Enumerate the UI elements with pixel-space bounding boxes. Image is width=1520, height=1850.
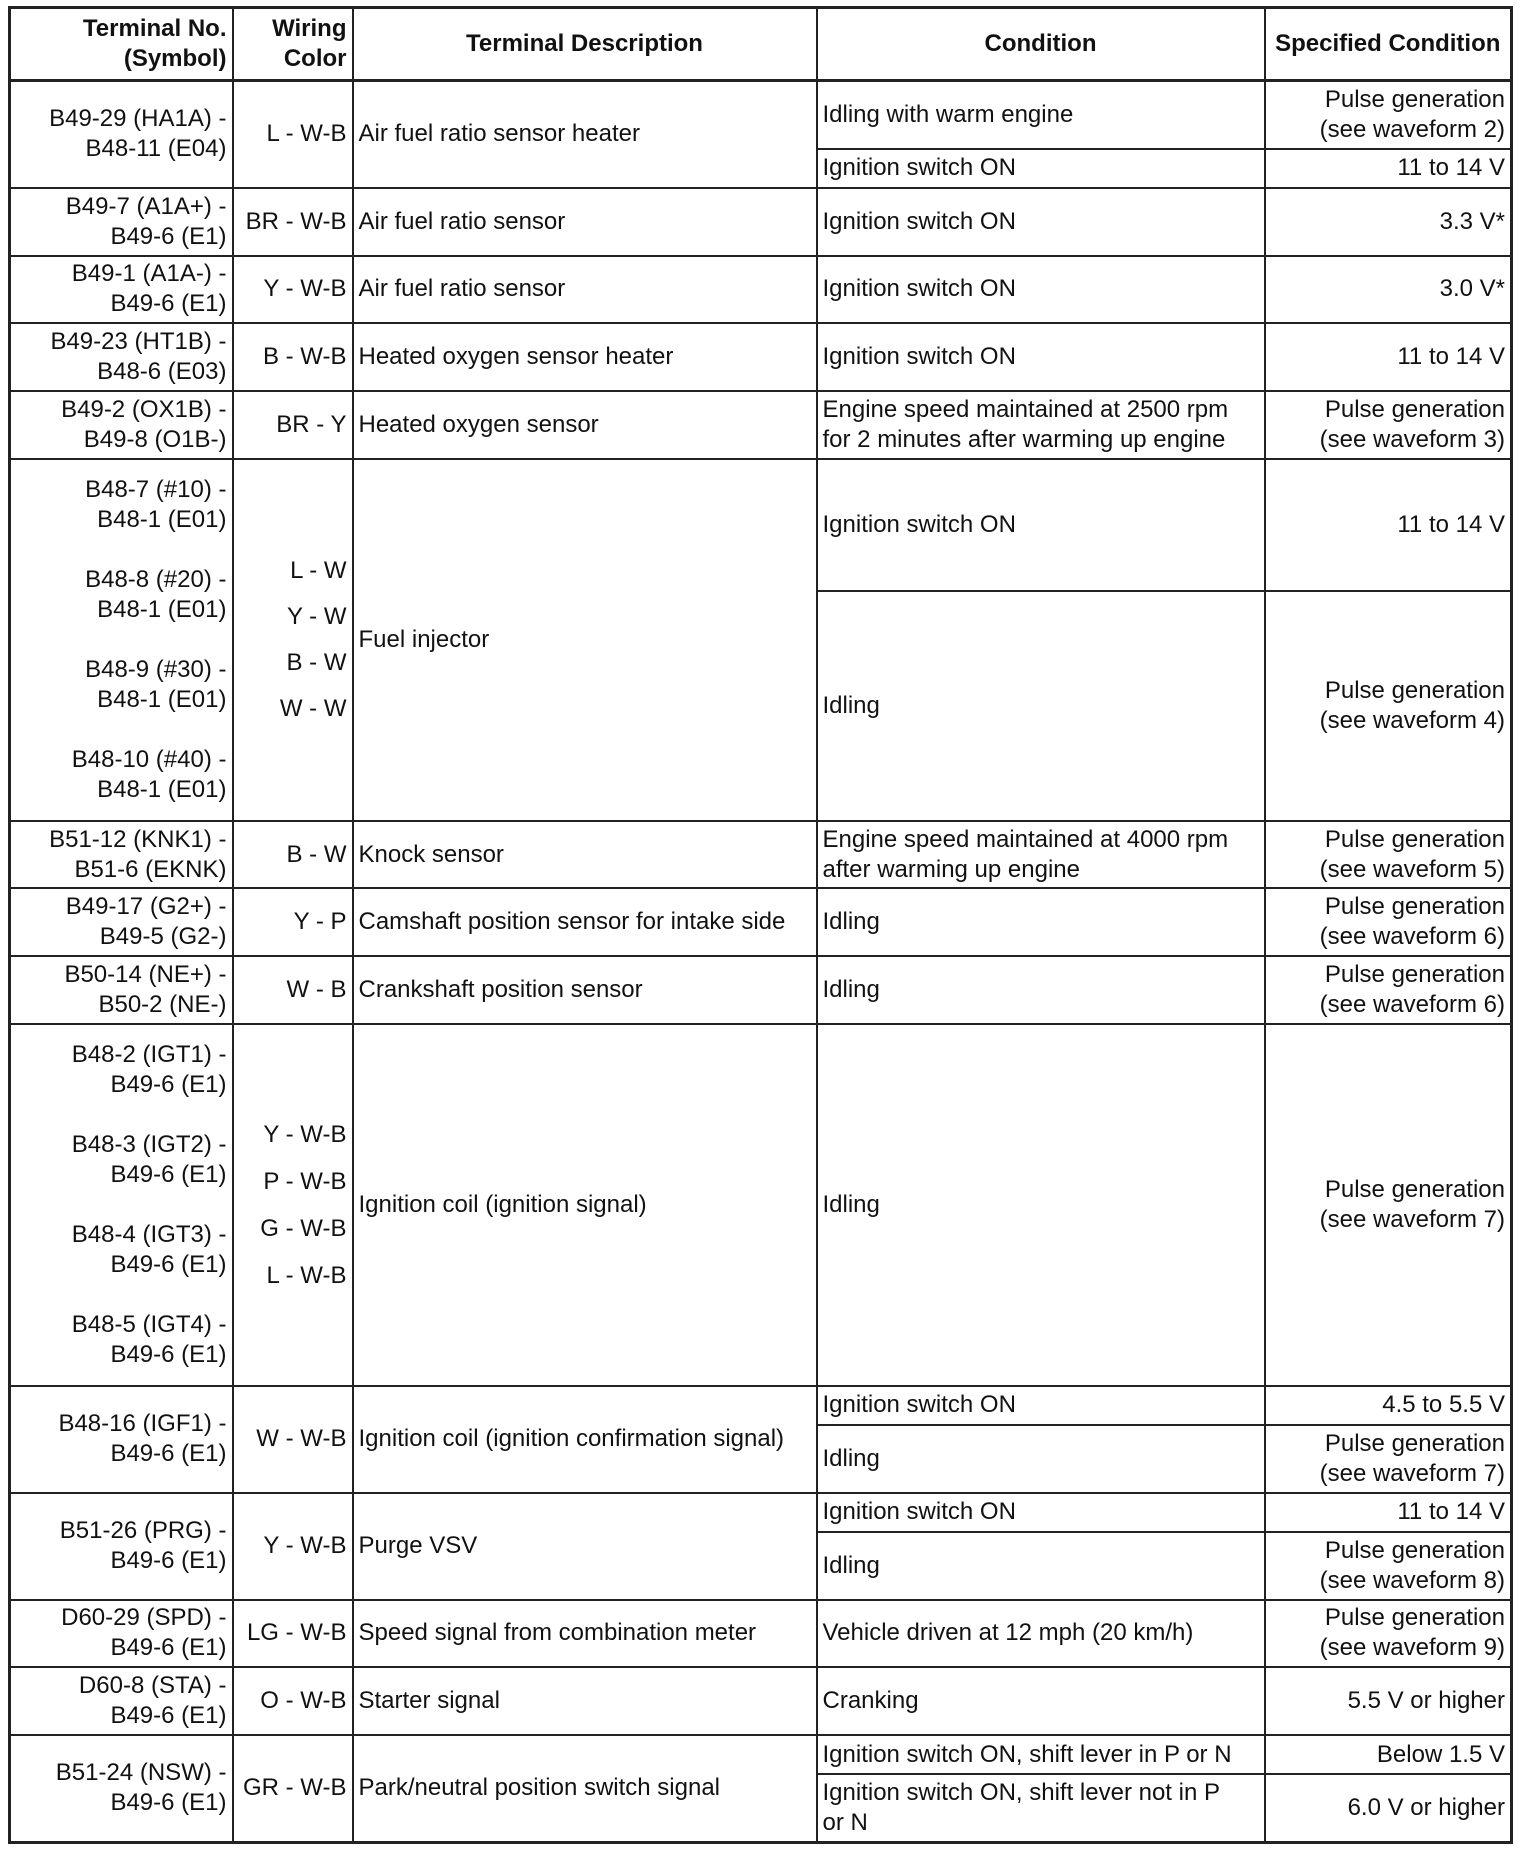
wiring-color-cell: Y - W-B — [233, 256, 353, 324]
wiring-color-cell: L - W Y - W B - W W - W — [233, 459, 353, 821]
wiring-color-cell: BR - Y — [233, 391, 353, 459]
table-row — [10, 459, 1512, 592]
header-wiring: Wiring Color — [233, 8, 353, 81]
description-cell: Knock sensor — [353, 821, 817, 889]
condition-cell: Ignition switch ON — [817, 1386, 1265, 1425]
specified-condition-cell: Pulse generation (see waveform 7) — [1265, 1425, 1512, 1493]
table-row — [10, 821, 1512, 889]
condition-cell: Idling — [817, 956, 1265, 1024]
table-row — [10, 956, 1512, 1024]
condition-cell: Vehicle driven at 12 mph (20 km/h) — [817, 1600, 1265, 1668]
description-cell: Ignition coil (ignition confirmation signal) — [353, 1386, 817, 1493]
table-row — [10, 256, 1512, 324]
specified-condition-cell: 11 to 14 V — [1265, 1493, 1512, 1532]
header-specified: Specified Condition — [1265, 8, 1512, 81]
description-cell: Starter signal — [353, 1667, 817, 1735]
wiring-color-cell: L - W-B — [233, 81, 353, 188]
terminal-cell: B49-17 (G2+) - B49-5 (G2-) — [10, 888, 233, 956]
table-row — [10, 1024, 1512, 1386]
wiring-color-cell: B - W — [233, 821, 353, 889]
condition-cell: Ignition switch ON — [817, 459, 1265, 592]
description-cell: Ignition coil (ignition signal) — [353, 1024, 817, 1386]
terminal-cell: B50-14 (NE+) - B50-2 (NE-) — [10, 956, 233, 1024]
specified-condition-cell: 4.5 to 5.5 V — [1265, 1386, 1512, 1425]
specified-condition-cell: 3.3 V* — [1265, 188, 1512, 256]
description-cell: Fuel injector — [353, 459, 817, 821]
specified-condition-cell: Pulse generation (see waveform 4) — [1265, 591, 1512, 820]
wiring-color-cell: Y - P — [233, 888, 353, 956]
description-cell: Heated oxygen sensor — [353, 391, 817, 459]
table-row — [10, 1493, 1512, 1532]
table-row — [10, 1600, 1512, 1668]
condition-cell: Ignition switch ON, shift lever in P or N — [817, 1735, 1265, 1774]
specified-condition-cell: Pulse generation (see waveform 2) — [1265, 81, 1512, 149]
specified-condition-cell: Pulse generation (see waveform 8) — [1265, 1532, 1512, 1600]
terminal-cell: D60-29 (SPD) - B49-6 (E1) — [10, 1600, 233, 1668]
terminal-cell: B49-29 (HA1A) - B48-11 (E04) — [10, 81, 233, 188]
header-description: Terminal Description — [353, 8, 817, 81]
terminal-table — [8, 6, 1513, 1844]
specified-condition-cell: Pulse generation (see waveform 3) — [1265, 391, 1512, 459]
description-cell: Camshaft position sensor for intake side — [353, 888, 817, 956]
terminal-cell: B49-23 (HT1B) - B48-6 (E03) — [10, 323, 233, 391]
specified-condition-cell: Pulse generation (see waveform 6) — [1265, 888, 1512, 956]
condition-cell: Idling with warm engine — [817, 81, 1265, 149]
condition-cell: Idling — [817, 1532, 1265, 1600]
wiring-color-cell: Y - W-B P - W-B G - W-B L - W-B — [233, 1024, 353, 1386]
wiring-color-cell: W - B — [233, 956, 353, 1024]
terminal-cell: B48-7 (#10) - B48-1 (E01) B48-8 (#20) - B48-1 (E01) B48-9 (#30) - B48-1 (E01) B48-10 (#40) - B48-1 (E01) — [10, 459, 233, 821]
table-row — [10, 188, 1512, 256]
wiring-color-cell: W - W-B — [233, 1386, 353, 1493]
description-cell: Crankshaft position sensor — [353, 956, 817, 1024]
condition-cell: Engine speed maintained at 2500 rpm for 2 minutes after warming up engine — [817, 391, 1265, 459]
specified-condition-cell: 5.5 V or higher — [1265, 1667, 1512, 1735]
condition-cell: Ignition switch ON, shift lever not in P or N — [817, 1774, 1265, 1842]
wiring-color-cell: B - W-B — [233, 323, 353, 391]
specified-condition-cell: Pulse generation (see waveform 7) — [1265, 1024, 1512, 1386]
table-row — [10, 1735, 1512, 1774]
wiring-color-cell: BR - W-B — [233, 188, 353, 256]
condition-cell: Cranking — [817, 1667, 1265, 1735]
specified-condition-cell: 11 to 14 V — [1265, 149, 1512, 188]
table-body — [10, 81, 1512, 1843]
condition-cell: Ignition switch ON — [817, 149, 1265, 188]
terminal-cell: B48-2 (IGT1) - B49-6 (E1) B48-3 (IGT2) - B49-6 (E1) B48-4 (IGT3) - B49-6 (E1) B48-5 (IGT4) - B49-6 (E1) — [10, 1024, 233, 1386]
header-condition: Condition — [817, 8, 1265, 81]
header-terminal: Terminal No. (Symbol) — [10, 8, 233, 81]
wiring-color-cell: LG - W-B — [233, 1600, 353, 1668]
wiring-color-cell: Y - W-B — [233, 1493, 353, 1600]
terminal-cell: B49-7 (A1A+) - B49-6 (E1) — [10, 188, 233, 256]
description-cell: Speed signal from combination meter — [353, 1600, 817, 1668]
condition-cell: Ignition switch ON — [817, 188, 1265, 256]
terminal-cell: B48-16 (IGF1) - B49-6 (E1) — [10, 1386, 233, 1493]
description-cell: Air fuel ratio sensor — [353, 188, 817, 256]
table-row — [10, 323, 1512, 391]
specified-condition-cell: 11 to 14 V — [1265, 459, 1512, 592]
terminal-cell: B51-12 (KNK1) - B51-6 (EKNK) — [10, 821, 233, 889]
table-row — [10, 1667, 1512, 1735]
specified-condition-cell: Pulse generation (see waveform 5) — [1265, 821, 1512, 889]
specified-condition-cell: Pulse generation (see waveform 6) — [1265, 956, 1512, 1024]
condition-cell: Idling — [817, 1024, 1265, 1386]
condition-cell: Idling — [817, 888, 1265, 956]
terminal-cell: B51-26 (PRG) - B49-6 (E1) — [10, 1493, 233, 1600]
description-cell: Park/neutral position switch signal — [353, 1735, 817, 1843]
specified-condition-cell: 6.0 V or higher — [1265, 1774, 1512, 1842]
specified-condition-cell: Below 1.5 V — [1265, 1735, 1512, 1774]
terminal-cell: D60-8 (STA) - B49-6 (E1) — [10, 1667, 233, 1735]
table-row — [10, 391, 1512, 459]
description-cell: Heated oxygen sensor heater — [353, 323, 817, 391]
description-cell: Purge VSV — [353, 1493, 817, 1600]
condition-cell: Ignition switch ON — [817, 256, 1265, 324]
table-row — [10, 888, 1512, 956]
specified-condition-cell: Pulse generation (see waveform 9) — [1265, 1600, 1512, 1668]
table-row — [10, 1386, 1512, 1425]
header-row — [10, 8, 1512, 81]
wiring-color-cell: GR - W-B — [233, 1735, 353, 1843]
condition-cell: Idling — [817, 591, 1265, 820]
terminal-cell: B49-1 (A1A-) - B49-6 (E1) — [10, 256, 233, 324]
specified-condition-cell: 3.0 V* — [1265, 256, 1512, 324]
description-cell: Air fuel ratio sensor — [353, 256, 817, 324]
terminal-cell: B49-2 (OX1B) - B49-8 (O1B-) — [10, 391, 233, 459]
specified-condition-cell: 11 to 14 V — [1265, 323, 1512, 391]
wiring-color-cell: O - W-B — [233, 1667, 353, 1735]
condition-cell: Idling — [817, 1425, 1265, 1493]
condition-cell: Engine speed maintained at 4000 rpm after warming up engine — [817, 821, 1265, 889]
condition-cell: Ignition switch ON — [817, 1493, 1265, 1532]
table-row — [10, 81, 1512, 149]
condition-cell: Ignition switch ON — [817, 323, 1265, 391]
description-cell: Air fuel ratio sensor heater — [353, 81, 817, 188]
terminal-cell: B51-24 (NSW) - B49-6 (E1) — [10, 1735, 233, 1843]
